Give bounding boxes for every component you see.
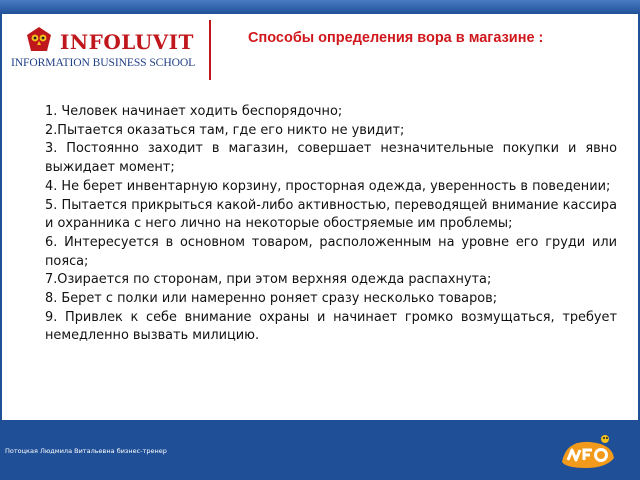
list-item: 2.Пытается оказаться там, где его никто не увидит; <box>45 122 405 138</box>
top-stripe <box>0 0 640 14</box>
signs-list <box>45 103 617 346</box>
info-badge-icon <box>556 432 620 472</box>
list-item: 5. Пытается прикрыться какой-либо активностью, переводящей внимание кассира и охранника с него лично на некоторые обостряемые им проблемы; <box>45 197 617 232</box>
owl-emblem-icon <box>26 26 52 52</box>
header-divider <box>209 20 211 80</box>
list-item: 6. Интересуется в основном товаром, расположенным на уровне его груди или пояса; <box>45 234 617 269</box>
footer-author: Потоцкая Людмила Витальевна бизнес-тренер <box>5 447 167 455</box>
list-item: 1. Человек начинает ходить беспорядочно; <box>45 104 343 119</box>
list-item: 9. Привлек к себе внимание охраны и начинает громко возмущаться, требует немедленно вызвать милицию. <box>45 309 617 344</box>
infoluvit-logo <box>10 22 206 72</box>
list-item: 7.Озирается по сторонам, при этом верхняя одежда распахнута; <box>45 272 492 288</box>
list-item: 3. Постоянно заходит в магазин, совершает незначительные покупки и явно выжидает момент; <box>45 141 617 176</box>
list-item: 4. Не берет инвентарную корзину, просторная одежда, уверенность в поведении; <box>45 178 611 194</box>
slide-title: Способы определения вора в магазине : <box>248 30 544 46</box>
logo-name: INFOLUVIT <box>60 30 194 54</box>
logo-subtitle: INFORMATION BUSINESS SCHOOL <box>11 56 196 69</box>
list-item: 8. Берет с полки или намеренно роняет сразу несколько товаров; <box>45 291 498 307</box>
